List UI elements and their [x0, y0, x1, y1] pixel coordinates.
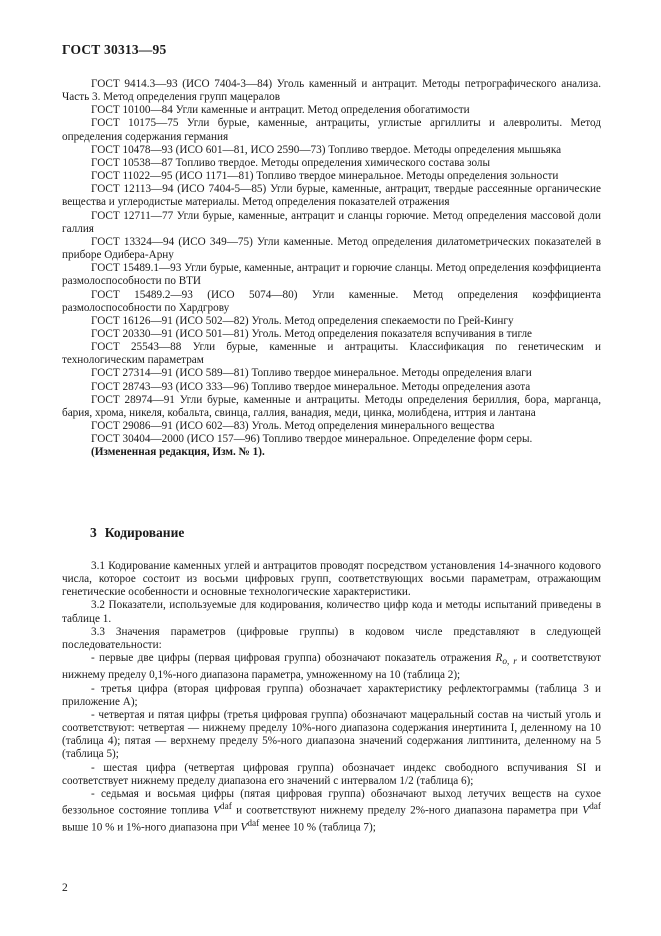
reference-item: ГОСТ 20330—91 (ИСО 501—81) Уголь. Метод определения показателя вспучивания в тигле	[91, 327, 533, 340]
reference-item: ГОСТ 28743—93 (ИСО 333—96) Топливо твердое минеральное. Методы определения азота	[91, 380, 531, 393]
symbol-v-superscript: daf	[589, 802, 601, 813]
section-heading	[90, 525, 184, 541]
reference-item: ГОСТ 25543—88 Угли бурые, каменные и антрациты. Классификация по генетическим и технологическим параметрам	[62, 341, 601, 367]
section-body	[62, 560, 601, 835]
symbol-v: V	[213, 804, 220, 817]
fraction: 1/2	[399, 774, 414, 787]
symbol-r-subscript: o, r	[502, 657, 517, 668]
list-item-maceral: - четвертая и пятая цифры (третья цифровая группа) обозначают мацеральный состав на чистый уголь и соответствуют: четвертая — нижнему пределу 10%-ного диапазона содержания инертинита I, деленному на 10 (таблица 4); пятая — верхнему пределу 5%-ного диапазона значений содержания липтинита, деленному на 5 (таблица 5);	[62, 708, 601, 761]
symbol-r: R	[495, 652, 503, 665]
section-number: 3	[90, 525, 97, 540]
reference-item: ГОСТ 29086—91 (ИСО 602—83) Уголь. Метод определения минерального вещества	[91, 420, 495, 433]
list-item-reflectogram: - третья цифра (вторая цифровая группа) обозначает характеристику рефлектограммы (таблица 3 и приложение А);	[62, 682, 601, 708]
list-item-volatile-matter: - седьмая и восьмая цифры (пятая цифровая группа) обозначают выход летучих веществ на сухое беззольное состояние топлива $V^{daf}$ и соответствуют нижнему пределу 2%-ного диапазона параметра при $V^{daf}$ выше 10 % и 1%-ного диапазона при $V^{daf}$ менее 10 % (таблица 7);	[62, 787, 601, 834]
paragraph-3-1: 3.1 Кодирование каменных углей и антрацитов проводят посредством установления 14-значного кодового числа, которое состоит из восьми цифровых групп, соответствующих восьми параметрам, отражающим генетические особенности и основные технологические характеристики.	[62, 560, 601, 599]
page-number: 2	[62, 882, 68, 894]
amendment-note: (Измененная редакция, Изм. № 1).	[91, 446, 265, 459]
symbol-v-superscript: daf	[247, 818, 260, 829]
reference-item: ГОСТ 11022—95 (ИСО 1171—81) Топливо твердое минеральное. Методы определения зольности	[91, 170, 559, 183]
reference-item: ГОСТ 9414.3—93 (ИСО 7404-3—84) Уголь каменный и антрацит. Методы петрографического анализа. Часть 3. Метод определения групп мацералов	[62, 78, 601, 104]
reference-item: ГОСТ 10175—75 Угли бурые, каменные, антрациты, углистые аргиллиты и алевролиты. Метод определения содержания германия	[62, 117, 601, 143]
reference-item: ГОСТ 16126—91 (ИСО 502—82) Уголь. Метод определения спекаемости по Грей-Кингу	[91, 314, 514, 327]
reference-item: ГОСТ 13324—94 (ИСО 349—75) Угли каменные. Метод определения дилатометрических показателей в приборе Одибера-Арну	[62, 235, 601, 262]
paragraph-3-3: 3.3 Значения параметров (цифровые группы) в кодовом числе представляют в следующей последовательности:	[62, 625, 601, 651]
reference-item: ГОСТ 10538—87 Топливо твердое. Методы определения химического состава золы	[91, 156, 491, 169]
list-item-swelling-index: - шестая цифра (четвертая цифровая группа) обозначает индекс свободного вспучивания SI и соответствует нижнему пределу диапазона его значений с интервалом 1/2 (таблица 6);	[62, 761, 601, 787]
reference-item: ГОСТ 28974—91 Угли бурые, каменные и антрациты. Методы определения бериллия, бора, марганца, бария, хрома, никеля, кобальта, свинца, галлия, ванадия, меди, цинка, молибдена, иттрия и лантана	[62, 393, 601, 419]
reference-item: ГОСТ 15489.1—93 Угли бурые, каменные, антрацит и горючие сланцы. Метод определения коэффициента размолоспособности по ВТИ	[62, 262, 601, 288]
normative-references-list	[62, 78, 601, 460]
paragraph-3-2: 3.2 Показатели, используемые для кодирования, количество цифр кода и методы испытаний приведены в таблице 1.	[62, 599, 601, 625]
reference-item: ГОСТ 27314—91 (ИСО 589—81) Топливо твердое минеральное. Методы определения влаги	[91, 367, 532, 380]
symbol-v: V	[582, 804, 590, 817]
reference-item: ГОСТ 10478—93 (ИСО 601—81, ИСО 2590—73) Топливо твердое. Методы определения мышьяка	[91, 143, 562, 156]
document-code-header: ГОСТ 30313—95	[62, 42, 167, 57]
symbol-v: V	[240, 821, 248, 834]
symbol-v-superscript: daf	[219, 802, 232, 813]
reference-item: ГОСТ 15489.2—93 (ИСО 5074—80) Угли каменные. Метод определения коэффициента размолоспособности по Хардгрову	[62, 288, 601, 314]
list-item-reflectance: - первые две цифры (первая цифровая группа) обозначают показатель отражения $R_{o, r}$ и соответствуют нижнему пределу 0,1%-ного диапазона параметра, умноженному на 10 (таблица 2);	[62, 652, 601, 682]
reference-item: ГОСТ 10100—84 Угли каменные и антрацит. Метод определения обогатимости	[91, 104, 470, 117]
reference-item: ГОСТ 12113—94 (ИСО 7404-5—85) Угли бурые, каменные, антрацит, твердые рассеянные органические вещества и углеродистые материалы. Метод определения показателей отражения	[62, 183, 601, 209]
reference-item: ГОСТ 30404—2000 (ИСО 157—96) Топливо твердое минеральное. Определение форм серы.	[91, 433, 533, 446]
reference-item: ГОСТ 12711—77 Угли бурые, каменные, антрацит и сланцы горючие. Метод определения массовой доли галлия	[62, 209, 601, 235]
section-title: Кодирование	[104, 525, 185, 540]
